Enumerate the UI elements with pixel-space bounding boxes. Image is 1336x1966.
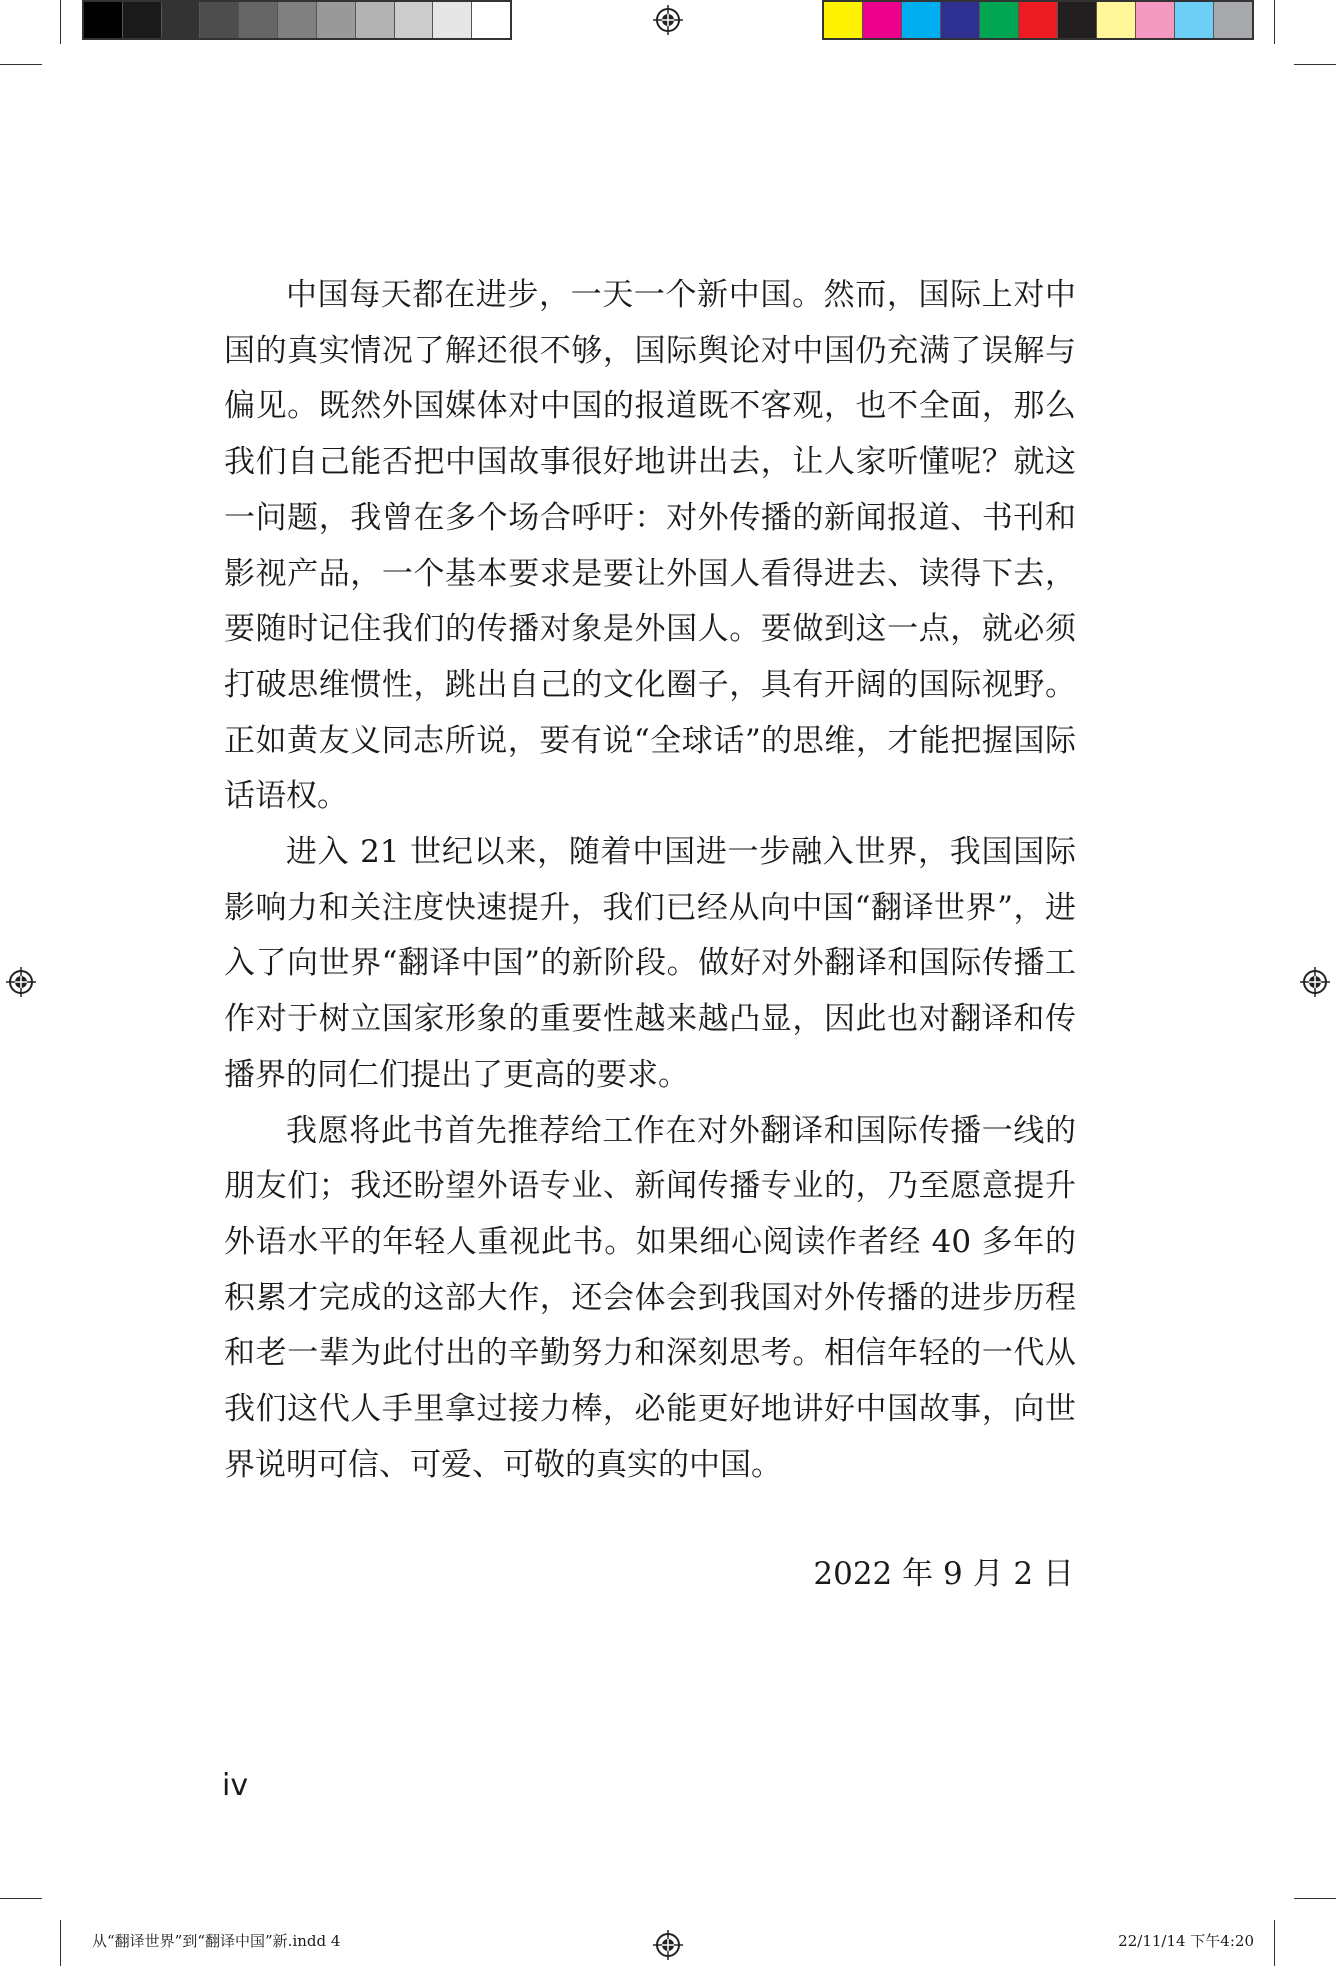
color-swatch: [1136, 2, 1175, 38]
registration-mark-icon: [653, 1930, 683, 1960]
crop-mark: [1274, 0, 1275, 44]
color-swatch: [980, 2, 1019, 38]
date-line: 2022 年 9 月 2 日: [813, 1556, 1074, 1592]
color-swatch: [1097, 2, 1136, 38]
gray-swatch: [433, 2, 472, 38]
crop-mark: [60, 1920, 61, 1966]
color-swatch: [1019, 2, 1058, 38]
crop-mark: [60, 0, 61, 44]
gray-swatch: [317, 2, 356, 38]
gray-swatch: [472, 2, 510, 38]
gray-swatch: [356, 2, 395, 38]
slug-timestamp: 22/11/14 下午4:20: [1118, 1932, 1254, 1950]
body-text: [224, 268, 1076, 1493]
paragraph: 我愿将此书首先推荐给工作在对外翻译和国际传播一线的朋友们；我还盼望外语专业、新闻传播专业的，乃至愿意提升外语水平的年轻人重视此书。如果细心阅读作者经 40 多年的积累才完成的这部大作，还会体会到我国对外传播的进步历程和老一辈为此付出的辛勤努力和深刻思考。相信年轻的一代从我们这代人手里拿过接力棒，必能更好地讲好中国故事，向世界说明可信、可爱、可敬的真实的中国。: [224, 1112, 1076, 1483]
gray-swatch: [162, 2, 201, 38]
registration-mark-icon: [1300, 967, 1330, 997]
crop-mark: [1294, 1898, 1336, 1899]
registration-mark-icon: [653, 5, 683, 35]
slug-filename: 从“翻译世界”到“翻译中国”新.indd 4: [92, 1932, 341, 1950]
registration-mark-icon: [6, 967, 36, 997]
gray-swatch: [84, 2, 123, 38]
color-swatch: [824, 2, 863, 38]
crop-mark: [1274, 1920, 1275, 1966]
color-swatch: [1214, 2, 1252, 38]
color-swatch: [1175, 2, 1214, 38]
gray-swatch: [278, 2, 317, 38]
color-swatch: [941, 2, 980, 38]
paragraph: 进入 21 世纪以来，随着中国进一步融入世界，我国国际影响力和关注度快速提升，我们已经从向中国“翻译世界”，进入了向世界“翻译中国”的新阶段。做好对外翻译和国际传播工作对于树立国家形象的重要性越来越凸显，因此也对翻译和传播界的同仁们提出了更高的要求。: [224, 834, 1076, 1093]
paragraph: 中国每天都在进步，一天一个新中国。然而，国际上对中国的真实情况了解还很不够，国际舆论对中国仍充满了误解与偏见。既然外国媒体对中国的报道既不客观，也不全面，那么我们自己能否把中国故事很好地讲出去，让人家听懂呢？就这一问题，我曾在多个场合呼吁：对外传播的新闻报道、书刊和影视产品，一个基本要求是要让外国人看得进去、读得下去，要随时记住我们的传播对象是外国人。要做到这一点，就必须打破思维惯性，跳出自己的文化圈子，具有开阔的国际视野。正如黄友义同志所说，要有说“全球话”的思维，才能把握国际话语权。: [224, 277, 1076, 815]
gray-swatch: [239, 2, 278, 38]
color-swatch: [863, 2, 902, 38]
color-swatch: [1058, 2, 1097, 38]
grayscale-color-bar: [82, 0, 512, 40]
crop-mark: [0, 1898, 42, 1899]
color-swatch: [902, 2, 941, 38]
process-color-bar: [822, 0, 1254, 40]
page-number: iv: [222, 1768, 249, 1803]
gray-swatch: [200, 2, 239, 38]
crop-mark: [1294, 64, 1336, 65]
gray-swatch: [395, 2, 434, 38]
gray-swatch: [123, 2, 162, 38]
crop-mark: [0, 64, 42, 65]
